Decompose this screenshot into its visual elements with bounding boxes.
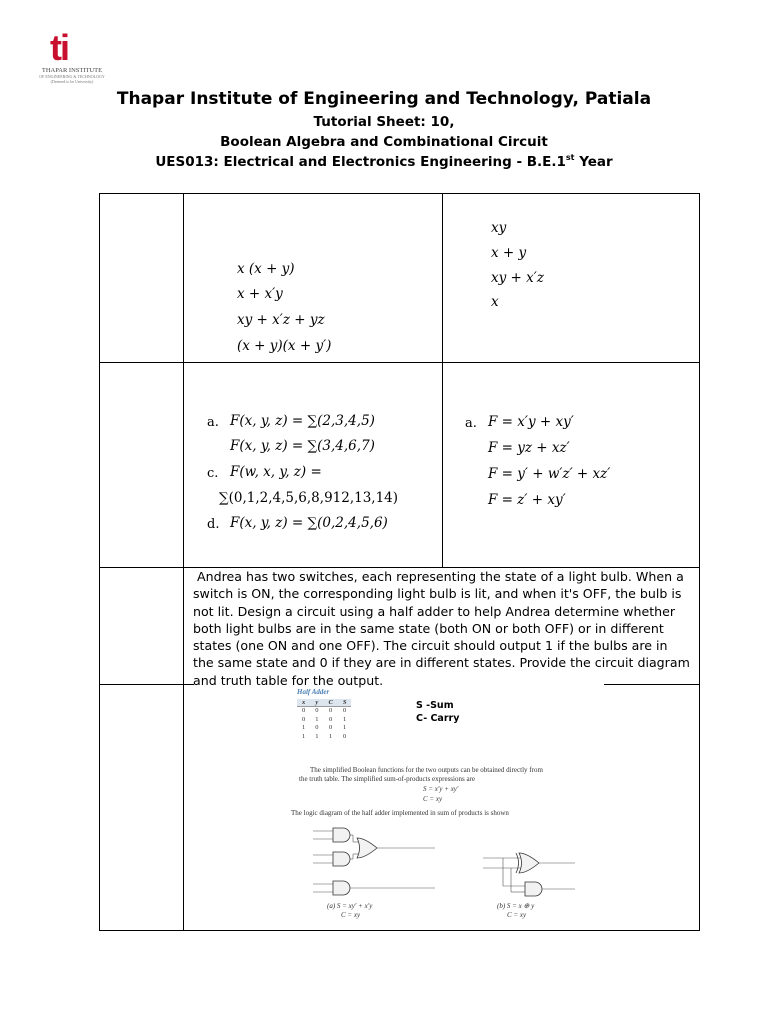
sum-legend: S -Sum bbox=[416, 700, 454, 711]
cell: 1 bbox=[343, 715, 347, 723]
and-gate-icon bbox=[333, 852, 350, 866]
a1-answer-3: xy + x′z bbox=[491, 270, 544, 286]
cell: 1 bbox=[302, 724, 306, 731]
a1-answer-4: x bbox=[491, 294, 499, 310]
institute-title: Thapar Institute of Engineering and Technology, Patiala bbox=[116, 89, 652, 109]
q1-expression-4: (x + y)(x + y′) bbox=[237, 338, 332, 354]
and-gate-icon bbox=[525, 882, 542, 896]
cell: 0 bbox=[302, 707, 306, 714]
paragraph-line: switch is ON, the corresponding light bulb is lit, and when it's OFF, the bulb is bbox=[193, 586, 682, 602]
or-gate-icon bbox=[357, 838, 377, 858]
paragraph-line: the same state and 0 if they are in different states. Provide the circuit diagram bbox=[193, 655, 690, 671]
and-gate-icon bbox=[333, 828, 350, 842]
a2-answer-3: F = y′ + w′z′ + xz′ bbox=[488, 466, 611, 482]
col-y: y bbox=[310, 699, 323, 707]
cell: 0 bbox=[329, 724, 333, 731]
cell: 0 bbox=[343, 732, 347, 740]
a1-answer-2: x + y bbox=[491, 245, 527, 261]
figure-text-1: The simplified Boolean functions for the two outputs can be obtained directly from bbox=[310, 766, 543, 774]
cell: 0 bbox=[315, 707, 319, 714]
cell: 1 bbox=[329, 732, 333, 740]
wires-sop bbox=[313, 831, 435, 892]
xor-gate-icon bbox=[519, 853, 539, 873]
figure-text-2: the truth table. The simplified sum-of-products expressions are bbox=[299, 775, 475, 783]
half-adder-title: Half Adder bbox=[297, 688, 330, 696]
tutorial-sheet-title: Tutorial Sheet: 10, bbox=[313, 114, 455, 130]
cell: 1 bbox=[315, 732, 319, 740]
logo-subtext: OF ENGINEERING & TECHNOLOGY bbox=[39, 74, 105, 79]
logic-gates-sop bbox=[333, 828, 377, 895]
course-superscript: st bbox=[565, 153, 575, 162]
paragraph-line: and truth table for the output. bbox=[193, 672, 384, 688]
col-s: S bbox=[338, 699, 352, 707]
paragraph-line: not lit. Design a circuit using a half adder to help Andrea determine whether bbox=[193, 603, 676, 619]
xor-gate-input-curve bbox=[516, 853, 519, 873]
cell: 1 bbox=[302, 732, 306, 740]
logo-subtext-2: (Deemed to be University) bbox=[50, 79, 94, 84]
logic-gates-xor bbox=[516, 853, 542, 896]
course-title bbox=[0, 153, 768, 170]
half-adder-figure bbox=[285, 688, 607, 920]
a2-answer-2: F = yz + xz′ bbox=[488, 440, 570, 456]
caption-b-carry: C = xy bbox=[507, 911, 527, 919]
caption-a-sum: (a) S = xy′ + x′y bbox=[327, 902, 373, 910]
table-border-left bbox=[99, 193, 100, 931]
q1-expression-2: x + x′y bbox=[237, 286, 283, 302]
q2-label-d: d. bbox=[207, 517, 220, 532]
and-gate-icon bbox=[333, 881, 350, 895]
table-row-divider-1 bbox=[99, 362, 700, 363]
cell: 0 bbox=[329, 715, 333, 723]
a2-label-a: a. bbox=[465, 416, 477, 431]
sum-equation: S = x′y + xy′ bbox=[423, 785, 459, 793]
table-row-divider-3a bbox=[99, 684, 194, 685]
cell: 1 bbox=[343, 724, 347, 731]
q2-label-c: c. bbox=[207, 466, 219, 481]
a2-answer-4: F = z′ + xy′ bbox=[488, 492, 566, 508]
figure-text-3: The logic diagram of the half adder implemented in sum of products is shown bbox=[291, 809, 509, 817]
a1-answer-1: xy bbox=[491, 220, 507, 236]
question-paragraph bbox=[193, 568, 693, 689]
logo-mark: ti bbox=[50, 27, 68, 68]
half-adder-logic-diagrams bbox=[285, 688, 607, 920]
col-c: C bbox=[324, 699, 338, 707]
cell: 0 bbox=[329, 707, 333, 714]
a2-answer-1: F = x′y + xy′ bbox=[488, 414, 574, 430]
q2-function-c: F(w, x, y, z) = bbox=[230, 464, 322, 480]
cell: 0 bbox=[315, 724, 319, 731]
course-code: UES013: Electrical and Electronics Engineering - B.E.1 bbox=[155, 154, 566, 170]
cell: 0 bbox=[343, 707, 347, 714]
carry-equation: C = xy bbox=[423, 795, 443, 803]
q1-expression-3: xy + x′z + yz bbox=[237, 312, 325, 328]
cell: 1 bbox=[315, 715, 319, 723]
university-logo bbox=[30, 28, 114, 86]
table-answer-divider bbox=[442, 193, 443, 567]
q1-expression-1: x (x + y) bbox=[237, 261, 295, 277]
paragraph-line: both light bulbs are in the same state (both ON or both OFF) or in different bbox=[193, 620, 664, 636]
carry-legend: C- Carry bbox=[416, 713, 460, 724]
course-year: Year bbox=[574, 154, 613, 170]
table-border-bottom bbox=[99, 930, 700, 931]
topic-title: Boolean Algebra and Combinational Circuit bbox=[220, 134, 548, 150]
caption-b-sum: (b) S = x ⊕ y bbox=[497, 902, 535, 910]
table-border-top bbox=[99, 193, 700, 194]
table-border-right bbox=[699, 193, 700, 931]
q2-label-a: a. bbox=[207, 415, 219, 430]
q2-function-c-minterms: ∑(0,1,2,4,5,6,8,912,13,14) bbox=[219, 490, 399, 506]
paragraph-line: Andrea has two switches, each representing the state of a light bulb. When a bbox=[193, 569, 684, 584]
q2-function-d: F(x, y, z) = ∑(0,2,4,5,6) bbox=[230, 515, 388, 531]
paragraph-line: states (one ON and one OFF). The circuit should output 1 if the bulbs are in bbox=[193, 638, 668, 654]
caption-a-carry: C = xy bbox=[341, 911, 361, 919]
table-column-divider bbox=[183, 193, 184, 931]
q2-function-a: F(x, y, z) = ∑(2,3,4,5) bbox=[230, 413, 375, 429]
cell: 0 bbox=[302, 715, 306, 723]
q2-function-b: F(x, y, z) = ∑(3,4,6,7) bbox=[230, 438, 375, 454]
logo-text: THAPAR INSTITUTE bbox=[41, 67, 103, 74]
col-x: x bbox=[297, 699, 310, 707]
